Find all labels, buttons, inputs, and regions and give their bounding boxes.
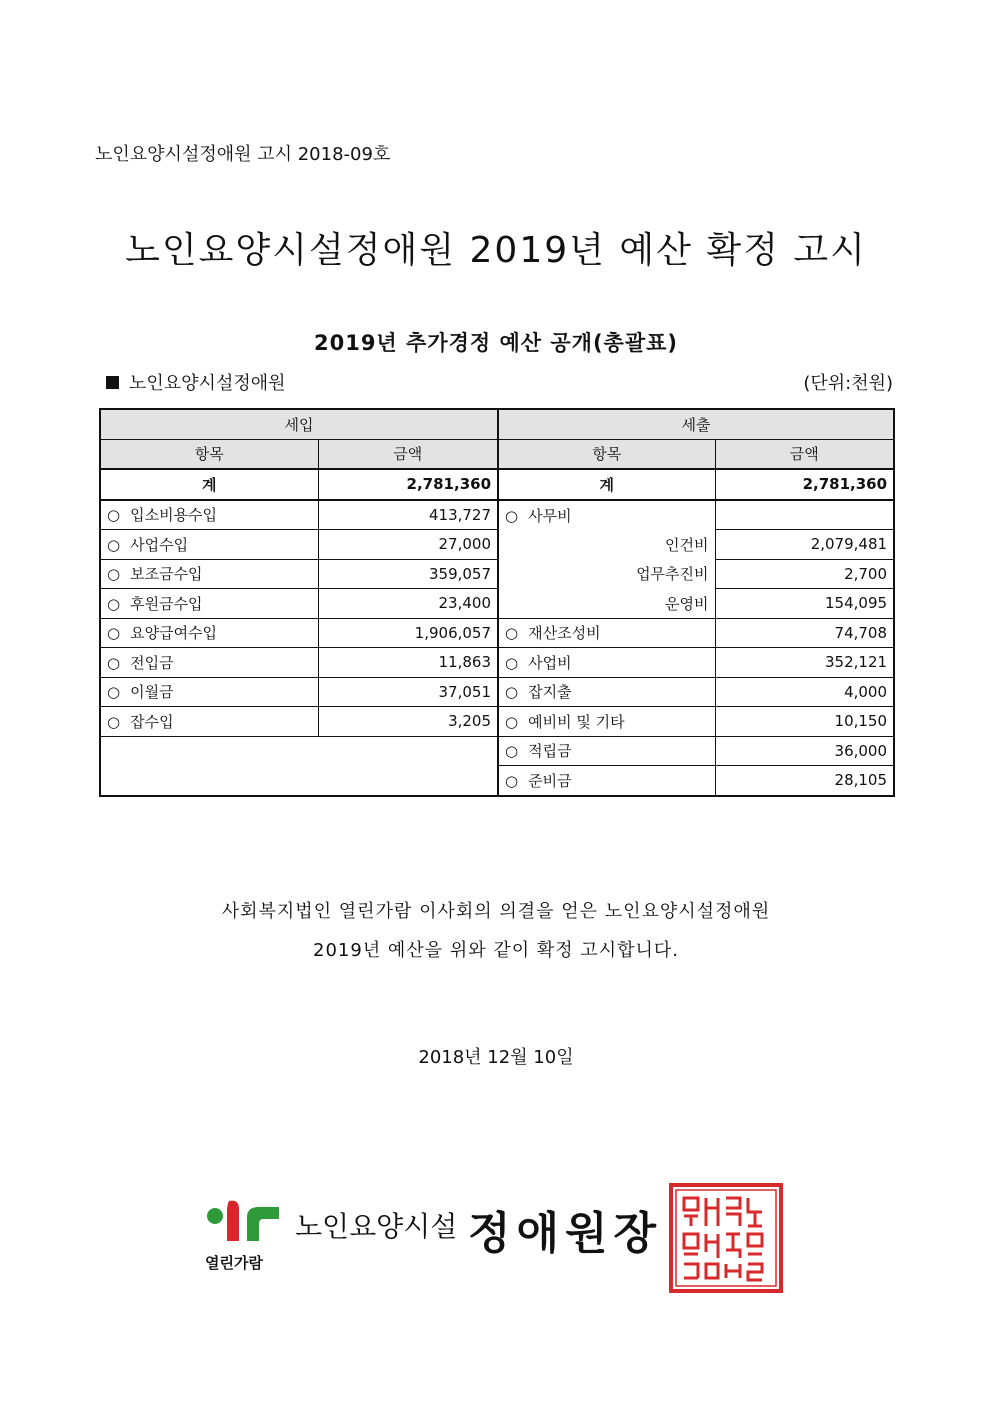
facility-name-title: 정애원장 xyxy=(468,1208,663,1259)
expense-item: ○ 준비금 xyxy=(498,766,715,796)
circle-bullet-icon: ○ xyxy=(107,506,121,525)
revenue-item: ○ 잡수입 xyxy=(100,707,318,737)
circle-bullet-icon: ○ xyxy=(505,742,519,761)
empty-revenue-cell xyxy=(100,736,498,796)
revenue-item: ○ 이월금 xyxy=(100,677,318,707)
revenue-amount: 37,051 xyxy=(318,677,498,707)
expense-subitem: 업무추진비 xyxy=(498,559,715,589)
circle-bullet-icon: ○ xyxy=(107,565,121,584)
revenue-amount: 23,400 xyxy=(318,589,498,619)
revenue-amount: 11,863 xyxy=(318,648,498,678)
expense-item: ○ 재산조성비 xyxy=(498,618,715,648)
expense-amount: 10,150 xyxy=(715,707,894,737)
revenue-amount: 3,205 xyxy=(318,707,498,737)
org-line xyxy=(106,369,286,395)
revenue-item: ○ 입소비용수입 xyxy=(100,500,318,530)
expense-item: ○ 잡지출 xyxy=(498,677,715,707)
circle-bullet-icon: ○ xyxy=(505,624,519,643)
revenue-amount: 359,057 xyxy=(318,559,498,589)
expense-amount: 154,095 xyxy=(715,589,894,619)
expense-amount: 2,700 xyxy=(715,559,894,589)
expense-amount: 352,121 xyxy=(715,648,894,678)
circle-bullet-icon: ○ xyxy=(505,712,519,731)
expense-header: 세출 xyxy=(498,409,894,439)
revenue-total: 2,781,360 xyxy=(318,469,498,500)
square-bullet-icon xyxy=(106,376,119,389)
expense-amount: 36,000 xyxy=(715,736,894,766)
table-row xyxy=(100,589,894,619)
logo-mark-icon xyxy=(205,1197,281,1251)
expense-amount xyxy=(715,500,894,530)
table-title: 2019년 추가경정 예산 공개(총괄표) xyxy=(313,331,678,355)
expense-total-label: 계 xyxy=(498,469,715,500)
revenue-header: 세입 xyxy=(100,409,498,439)
expense-item: ○ 사업비 xyxy=(498,648,715,678)
expense-amount: 4,000 xyxy=(715,677,894,707)
revenue-item-header: 항목 xyxy=(100,439,318,469)
unit-label: (단위:천원) xyxy=(803,373,893,394)
org-label: 노인요양시설정애원 xyxy=(129,373,286,394)
circle-bullet-icon: ○ xyxy=(107,624,121,643)
circle-bullet-icon: ○ xyxy=(107,683,121,702)
statement-line-2: 2019년 예산을 위와 같이 확정 고시합니다. xyxy=(313,940,679,961)
revenue-total-label: 계 xyxy=(100,469,318,500)
table-row xyxy=(100,500,894,530)
circle-bullet-icon: ○ xyxy=(107,653,121,672)
issue-date: 2018년 12월 10일 xyxy=(418,1047,574,1068)
budget-table xyxy=(99,408,895,797)
revenue-item: ○ 후원금수입 xyxy=(100,589,318,619)
expense-subitem: 인건비 xyxy=(498,530,715,560)
circle-bullet-icon: ○ xyxy=(107,594,121,613)
revenue-item: ○ 사업수입 xyxy=(100,530,318,560)
official-seal-icon xyxy=(668,1182,784,1298)
expense-total: 2,781,360 xyxy=(715,469,894,500)
revenue-item: ○ 전입금 xyxy=(100,648,318,678)
expense-subitem: 운영비 xyxy=(498,589,715,619)
circle-bullet-icon: ○ xyxy=(505,771,519,790)
expense-item: ○ 적립금 xyxy=(498,736,715,766)
circle-bullet-icon: ○ xyxy=(505,683,519,702)
table-row xyxy=(100,736,894,766)
revenue-amount: 1,906,057 xyxy=(318,618,498,648)
column-header-row xyxy=(100,439,894,469)
revenue-amount: 413,727 xyxy=(318,500,498,530)
table-row xyxy=(100,559,894,589)
expense-amount: 2,079,481 xyxy=(715,530,894,560)
revenue-amount-header: 금액 xyxy=(318,439,498,469)
expense-amount-header: 금액 xyxy=(715,439,894,469)
revenue-amount: 27,000 xyxy=(318,530,498,560)
revenue-item: ○ 보조금수입 xyxy=(100,559,318,589)
notice-number: 노인요양시설정애원 고시 2018-09호 xyxy=(95,144,391,165)
facility-type: 노인요양시설 xyxy=(295,1210,458,1243)
expense-item: ○ 사무비 xyxy=(498,500,715,530)
table-row xyxy=(100,530,894,560)
table-header-row xyxy=(100,409,894,439)
expense-amount: 28,105 xyxy=(715,766,894,796)
circle-bullet-icon: ○ xyxy=(505,653,519,672)
table-row xyxy=(100,677,894,707)
circle-bullet-icon: ○ xyxy=(107,535,121,554)
circle-bullet-icon: ○ xyxy=(107,712,121,731)
expense-item: ○ 예비비 및 기타 xyxy=(498,707,715,737)
circle-bullet-icon: ○ xyxy=(505,506,519,525)
revenue-item: ○ 요양급여수입 xyxy=(100,618,318,648)
total-row xyxy=(100,469,894,500)
table-row xyxy=(100,707,894,737)
logo-text: 열린가람 xyxy=(205,1254,263,1272)
expense-amount: 74,708 xyxy=(715,618,894,648)
table-row xyxy=(100,618,894,648)
expense-item-header: 항목 xyxy=(498,439,715,469)
page-title: 노인요양시설정애원 2019년 예산 확정 고시 xyxy=(125,230,867,271)
statement-line-1: 사회복지법인 열린가람 이사회의 의결을 얻은 노인요양시설정애원 xyxy=(221,901,771,922)
table-row xyxy=(100,648,894,678)
